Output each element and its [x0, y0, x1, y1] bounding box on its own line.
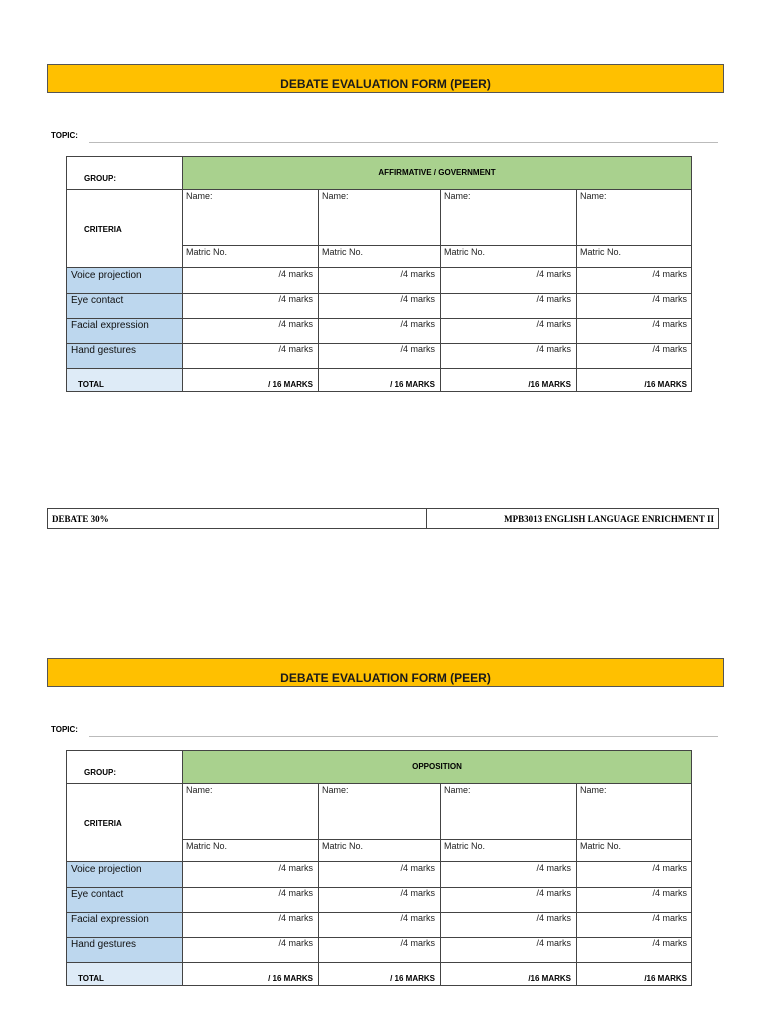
side-header-text: AFFIRMATIVE / GOVERNMENT	[378, 168, 496, 177]
name-field[interactable]: Name:	[186, 191, 213, 201]
marks-cell[interactable]: /4 marks	[400, 269, 435, 279]
side-header-text: OPPOSITION	[412, 762, 462, 771]
criterion-label: Facial expression	[71, 914, 149, 925]
marks-cell[interactable]: /4 marks	[536, 344, 571, 354]
marks-cell[interactable]: /4 marks	[400, 294, 435, 304]
criterion-label: Hand gestures	[71, 345, 137, 356]
criterion-label: Facial expression	[71, 320, 149, 331]
name-field[interactable]: Name:	[580, 191, 607, 201]
marks-cell[interactable]: /4 marks	[278, 319, 313, 329]
row-line	[182, 245, 692, 246]
row-line	[66, 783, 692, 784]
total-marks-cell[interactable]: / 16 MARKS	[390, 974, 435, 983]
marks-cell[interactable]: /4 marks	[536, 863, 571, 873]
marks-cell[interactable]: /4 marks	[278, 938, 313, 948]
criterion-label: Voice projection	[71, 864, 142, 875]
form-title-bar	[47, 658, 724, 687]
marks-cell[interactable]: /4 marks	[652, 269, 687, 279]
group-label: GROUP:	[84, 768, 116, 777]
footer-divider	[426, 509, 427, 528]
total-marks-cell[interactable]: /16 MARKS	[644, 380, 687, 389]
name-field[interactable]: Name:	[322, 191, 349, 201]
page-footer	[47, 508, 719, 529]
criterion-label: Eye contact	[71, 889, 124, 900]
evaluation-table	[66, 156, 692, 392]
column-line	[318, 189, 319, 392]
marks-cell[interactable]: /4 marks	[652, 938, 687, 948]
footer-left-text: DEBATE 30%	[52, 514, 109, 524]
matric-field[interactable]: Matric No.	[186, 247, 228, 257]
marks-cell[interactable]: /4 marks	[652, 863, 687, 873]
criteria-label: CRITERIA	[84, 225, 122, 234]
marks-cell[interactable]: /4 marks	[278, 888, 313, 898]
marks-cell[interactable]: /4 marks	[652, 888, 687, 898]
total-marks-cell[interactable]: / 16 MARKS	[390, 380, 435, 389]
row-line	[66, 962, 692, 963]
total-label: TOTAL	[78, 380, 104, 389]
name-field[interactable]: Name:	[444, 785, 471, 795]
marks-cell[interactable]: /4 marks	[400, 344, 435, 354]
marks-cell[interactable]: /4 marks	[278, 863, 313, 873]
border	[691, 750, 692, 986]
topic-field[interactable]	[89, 142, 718, 143]
column-line	[576, 189, 577, 392]
column-line	[440, 783, 441, 986]
name-field[interactable]: Name:	[580, 785, 607, 795]
marks-cell[interactable]: /4 marks	[536, 294, 571, 304]
row-line	[66, 267, 692, 268]
topic-label: TOPIC:	[51, 725, 78, 734]
total-marks-cell[interactable]: /16 MARKS	[528, 380, 571, 389]
row-line	[182, 839, 692, 840]
criteria-label: CRITERIA	[84, 819, 122, 828]
marks-cell[interactable]: /4 marks	[652, 319, 687, 329]
border	[66, 985, 692, 986]
border	[691, 156, 692, 392]
matric-field[interactable]: Matric No.	[322, 841, 364, 851]
marks-cell[interactable]: /4 marks	[278, 269, 313, 279]
row-line	[66, 368, 692, 369]
marks-cell[interactable]: /4 marks	[400, 938, 435, 948]
border	[66, 156, 692, 157]
total-marks-cell[interactable]: / 16 MARKS	[268, 380, 313, 389]
marks-cell[interactable]: /4 marks	[536, 938, 571, 948]
marks-cell[interactable]: /4 marks	[278, 913, 313, 923]
border	[66, 750, 67, 986]
criterion-label: Hand gestures	[71, 939, 137, 950]
name-field[interactable]: Name:	[322, 785, 349, 795]
matric-field[interactable]: Matric No.	[186, 841, 228, 851]
footer-right-text: MPB3013 ENGLISH LANGUAGE ENRICHMENT II	[504, 514, 714, 524]
column-line	[576, 783, 577, 986]
form-title: DEBATE EVALUATION FORM (PEER)	[280, 76, 491, 91]
column-line	[440, 189, 441, 392]
marks-cell[interactable]: /4 marks	[400, 863, 435, 873]
form-title-bar	[47, 64, 724, 93]
marks-cell[interactable]: /4 marks	[652, 344, 687, 354]
matric-field[interactable]: Matric No.	[444, 247, 486, 257]
row-line	[66, 861, 692, 862]
row-line	[66, 189, 692, 190]
matric-field[interactable]: Matric No.	[444, 841, 486, 851]
form-title: DEBATE EVALUATION FORM (PEER)	[280, 670, 491, 685]
border	[66, 750, 692, 751]
criterion-label: Voice projection	[71, 270, 142, 281]
name-field[interactable]: Name:	[186, 785, 213, 795]
criterion-label: Eye contact	[71, 295, 124, 306]
marks-cell[interactable]: /4 marks	[278, 344, 313, 354]
matric-field[interactable]: Matric No.	[580, 247, 622, 257]
border	[66, 156, 67, 392]
group-label: GROUP:	[84, 174, 116, 183]
marks-cell[interactable]: /4 marks	[652, 913, 687, 923]
topic-field[interactable]	[89, 736, 718, 737]
marks-cell[interactable]: /4 marks	[652, 294, 687, 304]
marks-cell[interactable]: /4 marks	[536, 319, 571, 329]
marks-cell[interactable]: /4 marks	[536, 269, 571, 279]
column-line	[318, 783, 319, 986]
marks-cell[interactable]: /4 marks	[400, 888, 435, 898]
marks-cell[interactable]: /4 marks	[536, 913, 571, 923]
marks-cell[interactable]: /4 marks	[400, 319, 435, 329]
matric-field[interactable]: Matric No.	[322, 247, 364, 257]
name-field[interactable]: Name:	[444, 191, 471, 201]
marks-cell[interactable]: /4 marks	[278, 294, 313, 304]
evaluation-table	[66, 750, 692, 986]
matric-field[interactable]: Matric No.	[580, 841, 622, 851]
total-marks-cell[interactable]: /16 MARKS	[644, 974, 687, 983]
total-label: TOTAL	[78, 974, 104, 983]
total-marks-cell[interactable]: / 16 MARKS	[268, 974, 313, 983]
marks-cell[interactable]: /4 marks	[536, 888, 571, 898]
total-marks-cell[interactable]: /16 MARKS	[528, 974, 571, 983]
marks-cell[interactable]: /4 marks	[400, 913, 435, 923]
topic-label: TOPIC:	[51, 131, 78, 140]
border	[66, 391, 692, 392]
